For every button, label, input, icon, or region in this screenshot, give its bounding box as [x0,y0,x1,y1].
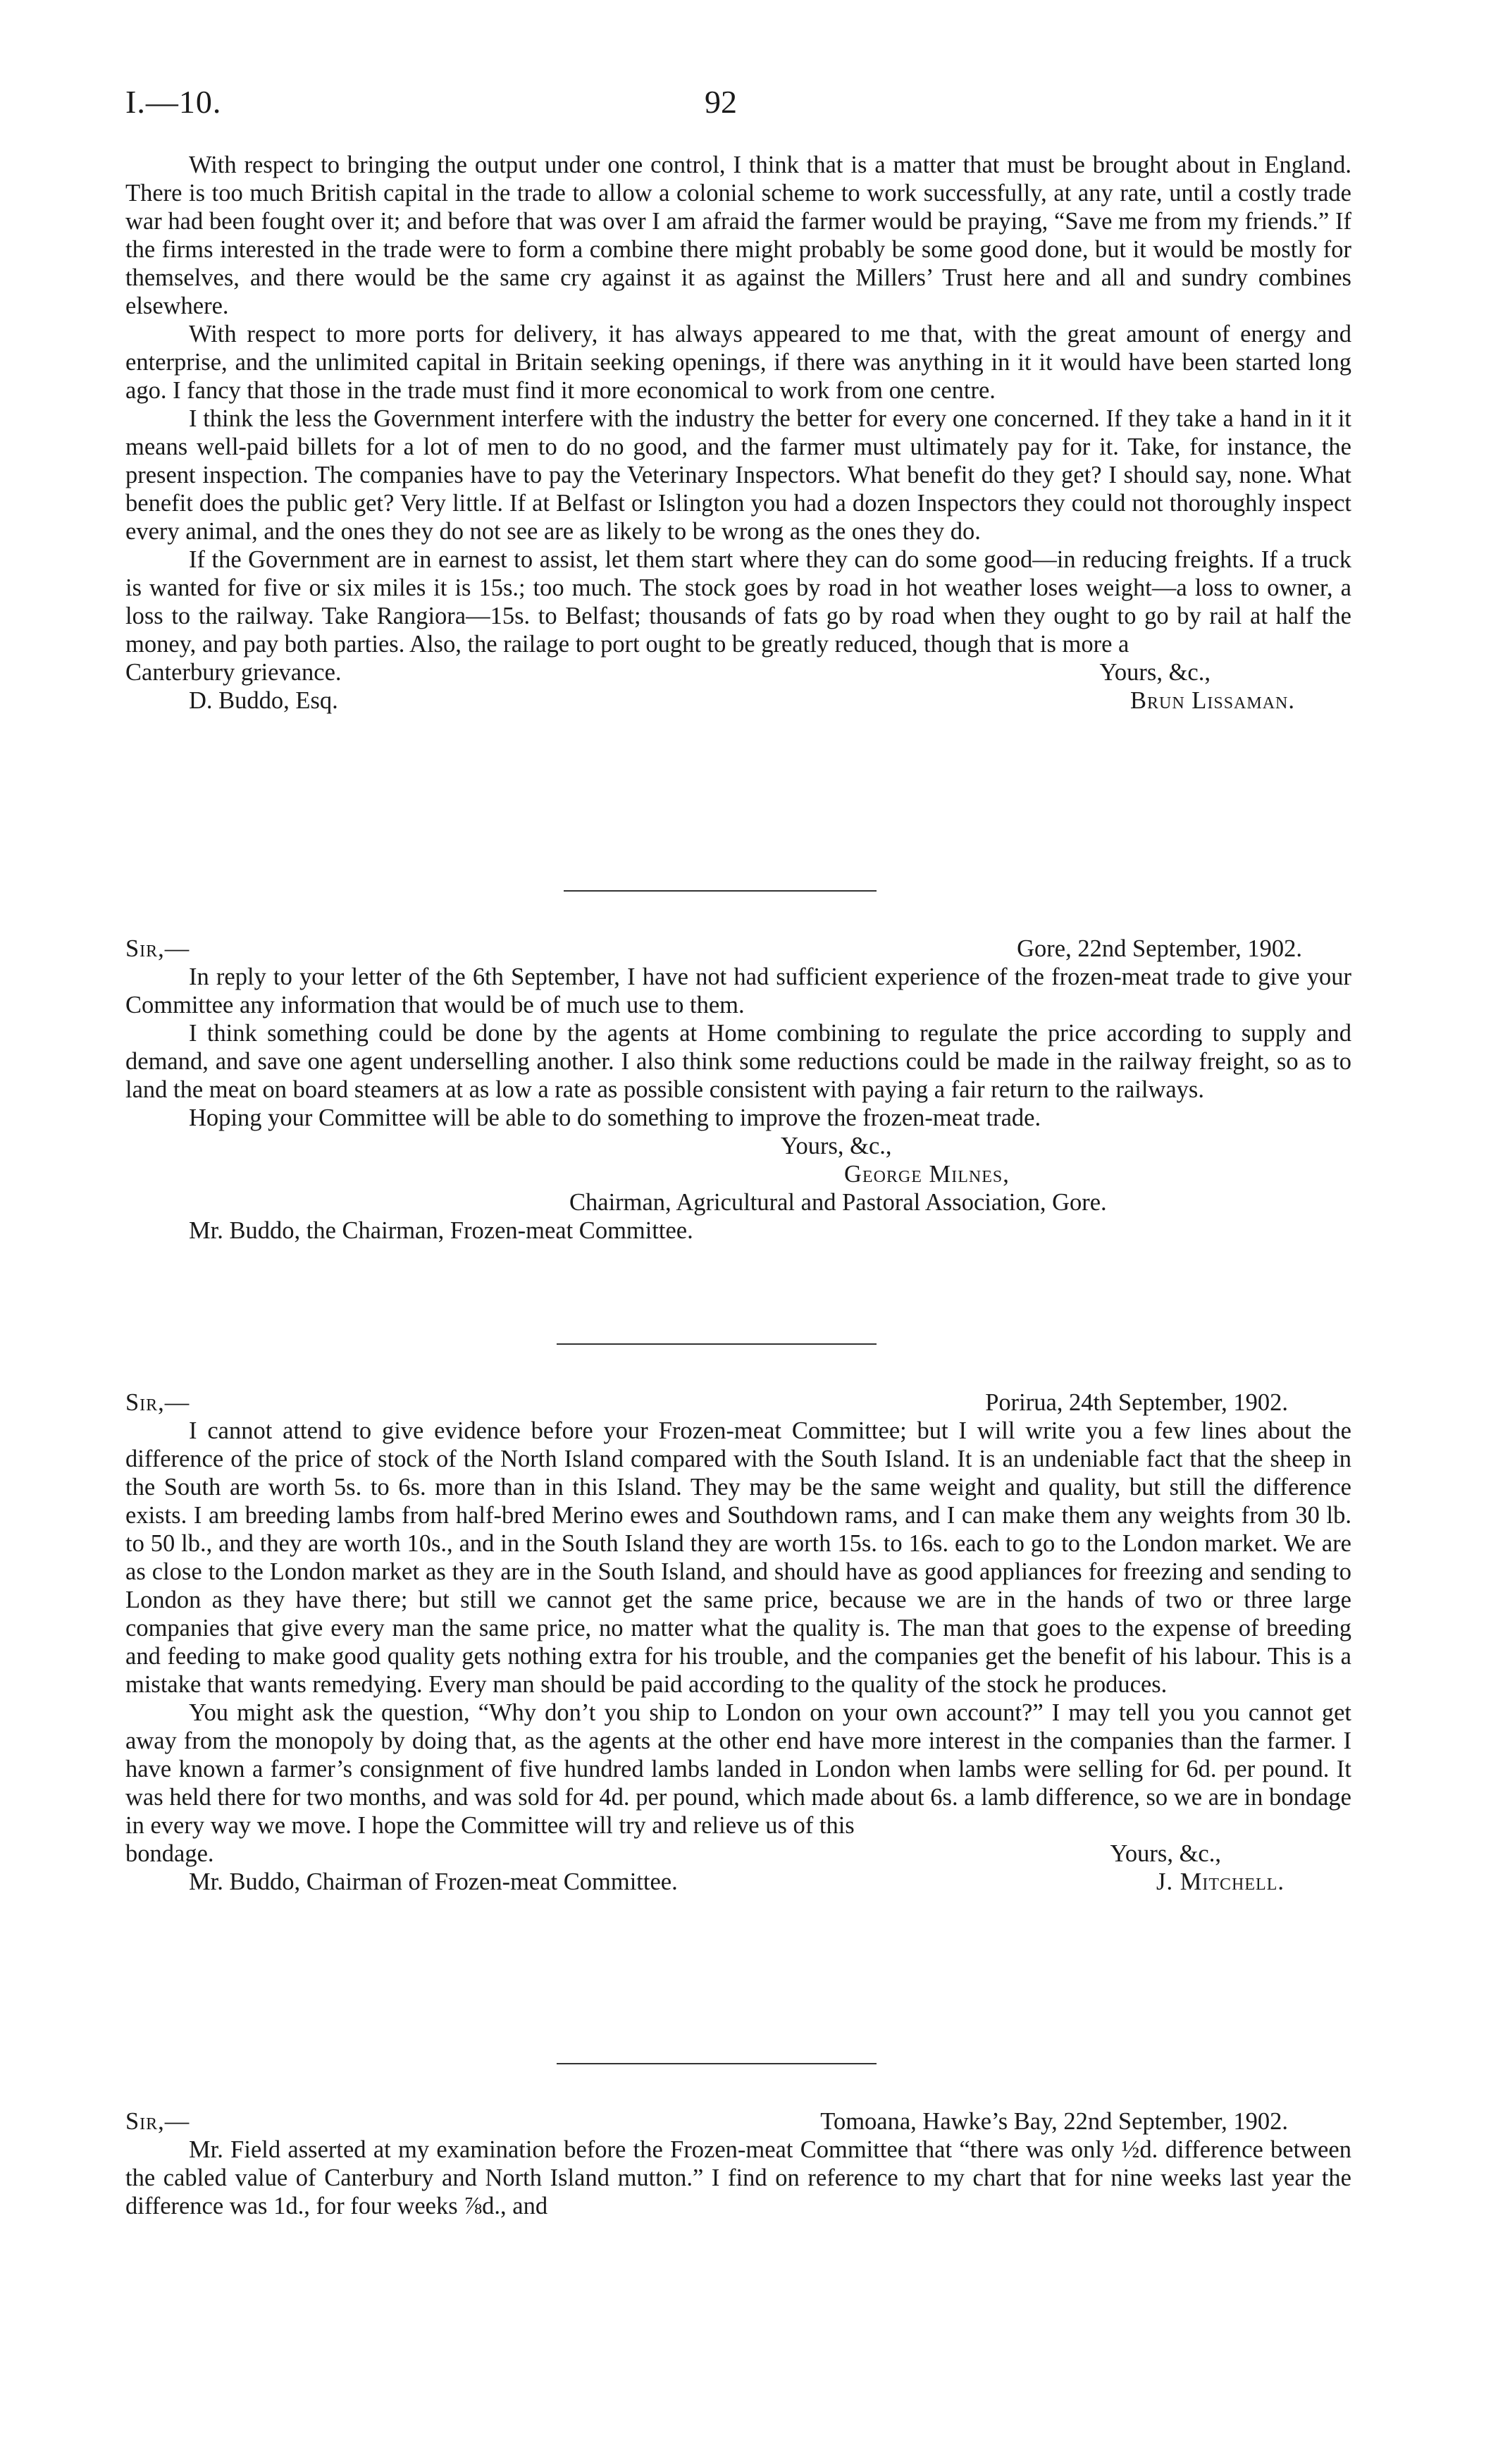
letter-milnes [125,935,1351,1245]
page-number: 92 [705,84,737,120]
addressee: Mr. Buddo, the Chairman, Frozen-meat Committee. [189,1217,693,1244]
paragraph: If the Government are in earnest to assist, let them start where they can do some good—in reducing freights. If a truck is wanted for five or six miles it is 15s.; too much. The stock goes by road in hot weather loses weight—a loss to owner, a loss to the railway. Take Rangiora—15s. to Belfast; thousands of fats go by road when they ought to go by rail at half the money, and pay both parties. Also, the railage to port ought to be greatly reduced, though that is more a [125,546,1351,658]
signatory-title: Chairman, Agricultural and Pastoral Association, Gore. [569,1189,1107,1216]
paragraph: I think the less the Government interfere with the industry the better for every one concerned. If they take a hand in it it means well-paid billets for a lot of men to do no good, and the farmer must ultimately pay for it. Take, for instance, the present inspection. The companies have to pay the Veterinary Inspectors. What benefit do they get? I should say, none. What benefit does the public get? Very little. If at Belfast or Islington you had a dozen Inspectors they could not thoroughly inspect every animal, and the ones they do not see are as likely to be wrong as the ones they do. [125,405,1351,545]
salutation: Sir,— [125,1389,190,1416]
letter-lissaman [125,151,1351,715]
salutation: Sir,— [125,2108,190,2135]
paragraph: I think something could be done by the agents at Home combining to regulate the price according to supply and demand, and save one agent underselling another. I also think some reductions could be made in the railway freight, so as to land the meat on board steamers at as low a rate as possible consistent with paying a fair return to the railways. [125,1020,1351,1103]
place-date: Porirua, 24th September, 1902. [985,1389,1288,1416]
closing: Yours, &c., [1110,1840,1221,1867]
addressee: Mr. Buddo, Chairman of Frozen-meat Committee. [189,1868,678,1895]
salutation: Sir,— [125,935,190,962]
section-divider [564,890,877,892]
section-divider [557,1343,877,1345]
paragraph: Mr. Field asserted at my examination before the Frozen-meat Committee that “there was only ½d. difference between the cabled value of Canterbury and North Island mutton.” I find on reference to my chart that for nine weeks last year the difference was 1d., for four weeks ⅞d., and [125,2136,1351,2219]
parliamentary-paper-reference: I.—10. [125,84,222,120]
paragraph-last-line: bondage. [125,1840,214,1867]
closing: Yours, &c., [1099,659,1211,686]
paragraph: I cannot attend to give evidence before your Frozen-meat Committee; but I will write you a few lines about the difference of the price of stock of the North Island compared with the South Island. It is an undeniable fact that the sheep in the South are worth 5s. to 6s. more than in this Island. They may be the same weight and quality, but still the difference exists. I am breeding lambs from half-bred Merino ewes and Southdown rams, and I can make them any weights from 30 lb. to 50 lb., and they are worth 10s., and in the South Island they are worth 15s. to 16s. each to go to the London market. We are as close to the London market as they are in the South Island, and should have as good appliances for freezing and sending to London as they have there; but still we cannot get the same price, because we are in the hands of two or three large companies that give every man the same price, no matter what the quality is. The man that goes to the expense of breeding and feeding to make good quality gets nothing extra for his trouble, and the companies get the benefit of his labour. This is a mistake that wants remedying. Every man should be paid according to the quality of the stock he produces. [125,1417,1351,1698]
paragraph: With respect to bringing the output under one control, I think that is a matter that must be brought about in England. There is too much British capital in the trade to allow a colonial scheme to work successfully, at any rate, until a costly trade war had been fought over it; and before that was over I am afraid the farmer would be praying, “Save me from my friends.” If the firms interested in the trade were to form a combine there might probably be some good done, but it would be mostly for themselves, and there would be the same cry against it as against the Millers’ Trust here and all and sundry combines elsewhere. [125,152,1351,319]
paragraph: With respect to more ports for delivery, it has always appeared to me that, with the great amount of energy and enterprise, and the unlimited capital in Britain seeking openings, if there was anything in it it would have been started long ago. I fancy that those in the trade must find it more economical to work from one centre. [125,321,1351,404]
letter-tomoana [125,2107,1351,2220]
signature: Brun Lissaman. [1129,687,1295,714]
signature: George Milnes, [844,1161,1010,1188]
paragraph-last-line: Canterbury grievance. [125,659,342,686]
closing: Yours, &c., [781,1133,892,1159]
addressee: D. Buddo, Esq. [189,687,338,714]
paragraph: In reply to your letter of the 6th September, I have not had sufficient experience of the frozen-meat trade to give your Committee any information that would be of much use to them. [125,963,1351,1018]
place-date: Tomoana, Hawke’s Bay, 22nd September, 1902. [820,2108,1288,2135]
place-date: Gore, 22nd September, 1902. [1017,935,1302,962]
section-divider [557,2063,877,2064]
paragraph: You might ask the question, “Why don’t you ship to London on your own account?” I may tell you you cannot get away from the monopoly by doing that, as the agents at the other end have more interest in the companies than the farmer. I have known a farmer’s consignment of five hundred lambs landed in London when lambs were selling for 6d. per pound. It was held there for two months, and was sold for 4d. per pound, which made about 6s. a lamb difference, so we are in bondage in every way we move. I hope the Committee will try and relieve us of this [125,1699,1351,1839]
letter-mitchell [125,1388,1351,1896]
paragraph: Hoping your Committee will be able to do something to improve the frozen-meat trade. [189,1104,1041,1131]
signature: J. Mitchell. [1156,1868,1285,1895]
